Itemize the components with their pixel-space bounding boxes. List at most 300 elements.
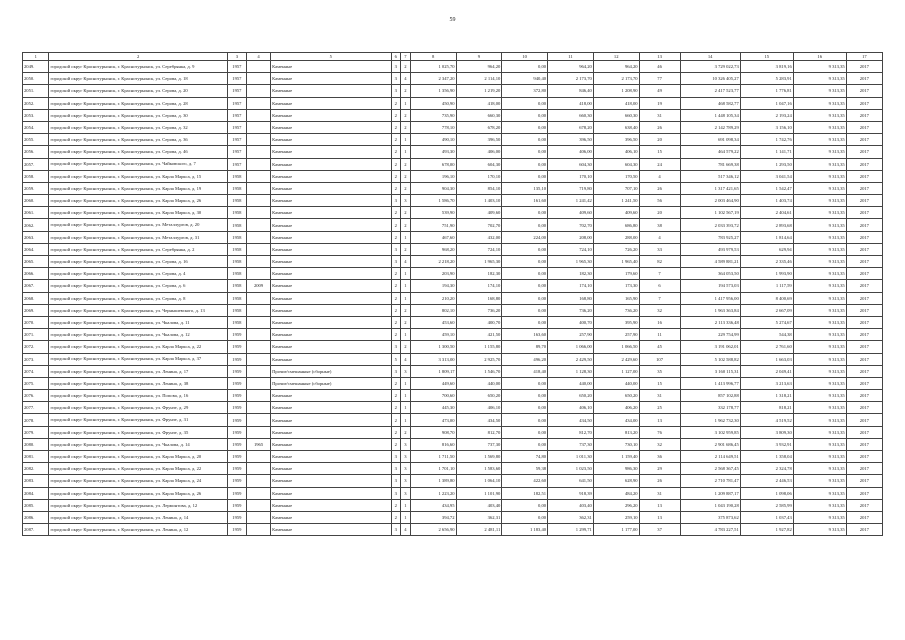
premises-area-cell: 854,10: [456, 182, 502, 194]
entrances-cell: 4: [401, 524, 411, 536]
max-cost-cell: 9 313,35: [793, 268, 846, 280]
entrances-cell: 2: [401, 158, 411, 170]
specific-cost-cell: 2 893,68: [740, 219, 793, 231]
municipal-area-cell: 161,60: [502, 195, 548, 207]
private-area-cell: 678,20: [548, 121, 594, 133]
table-row: [23, 365, 883, 377]
max-cost-cell: 9 313,35: [793, 195, 846, 207]
address-cell: городской округ Краснотурьинск, г. Краснотурьинск, ул. Металлургов, д. 20: [49, 219, 227, 231]
address-cell: городской округ Краснотурьинск, г. Краснотурьинск, ул. Чернышевского, д. 13: [49, 304, 227, 316]
address-cell: городской округ Краснотурьинск, г. Краснотурьинск, ул. Ленина, д. 38: [49, 377, 227, 389]
plan-year-cell: 2017: [846, 85, 882, 97]
premises-area-cell: 1 583,60: [456, 463, 502, 475]
private-area-cell: 660,30: [548, 109, 594, 121]
residents-cell: 29: [639, 463, 680, 475]
table-row: [23, 304, 883, 316]
plan-year-cell: 2017: [846, 280, 882, 292]
column-number-cell: 15: [740, 53, 793, 61]
repair-cost-cell: 493 979,53: [680, 243, 740, 255]
floors-cell: 2: [391, 426, 401, 438]
premises-area-cell: 1 965,30: [456, 256, 502, 268]
repair-cost-cell: 1 209 887,17: [680, 487, 740, 499]
row-number-cell: 2085.: [23, 499, 49, 511]
premises-area-cell: 440,00: [456, 377, 502, 389]
premises-area-cell: 2 481,11: [456, 524, 502, 536]
total-area-cell: 908,70: [410, 426, 456, 438]
housing-register-table: [22, 52, 883, 536]
premises-area-cell: 812,70: [456, 426, 502, 438]
residents-cell: 38: [639, 219, 680, 231]
municipal-area-cell: 0,00: [502, 61, 548, 73]
year-built-cell: 1958: [227, 268, 246, 280]
plan-year-cell: 2017: [846, 451, 882, 463]
address-cell: городской округ Краснотурьинск, г. Краснотурьинск, ул. Карла Маркса, д. 20: [49, 451, 227, 463]
year-renovation-cell: [247, 499, 271, 511]
entrances-cell: 4: [401, 256, 411, 268]
max-cost-cell: 9 313,35: [793, 134, 846, 146]
address-cell: городской округ Краснотурьинск, г. Краснотурьинск, ул. Серова, д. 32: [49, 121, 227, 133]
repair-cost-cell: 691 098,34: [680, 134, 740, 146]
table-row: [23, 438, 883, 450]
premises-area-cell: 1 219,20: [456, 85, 502, 97]
year-renovation-cell: [247, 511, 271, 523]
residents-cell: 46: [639, 61, 680, 73]
column-number-cell: 2: [49, 53, 227, 61]
entrances-cell: 3: [401, 451, 411, 463]
max-cost-cell: 9 313,35: [793, 487, 846, 499]
year-built-cell: 1958: [227, 243, 246, 255]
residents-cell: 19: [639, 97, 680, 109]
private-area-cell: 440,00: [548, 377, 594, 389]
table-row: [23, 341, 883, 353]
max-cost-cell: 9 313,35: [793, 499, 846, 511]
entrances-cell: 1: [401, 280, 411, 292]
residents-cell: 7: [639, 268, 680, 280]
year-renovation-cell: [247, 377, 271, 389]
column-number-cell: 8: [410, 53, 456, 61]
residential-area-cell: 1 177,00: [593, 524, 639, 536]
premises-area-cell: 1 155,80: [456, 341, 502, 353]
year-built-cell: 1958: [227, 256, 246, 268]
address-cell: городской округ Краснотурьинск, г. Краснотурьинск, ул. Фрунзе, д. 31: [49, 414, 227, 426]
residents-cell: 32: [639, 438, 680, 450]
repair-cost-cell: 1 963 363,84: [680, 304, 740, 316]
residential-area-cell: 736,20: [593, 304, 639, 316]
private-area-cell: 418,00: [548, 97, 594, 109]
table-row: [23, 414, 883, 426]
year-built-cell: 1959: [227, 414, 246, 426]
floors-cell: 2: [391, 109, 401, 121]
max-cost-cell: 9 313,35: [793, 414, 846, 426]
premises-area-cell: 1 064,10: [456, 475, 502, 487]
floors-cell: 3: [391, 463, 401, 475]
max-cost-cell: 9 313,35: [793, 219, 846, 231]
residents-cell: 13: [639, 511, 680, 523]
max-cost-cell: 9 313,35: [793, 243, 846, 255]
column-number-cell: 7: [401, 53, 411, 61]
municipal-area-cell: 0,00: [502, 511, 548, 523]
floors-cell: 2: [391, 499, 401, 511]
residents-cell: 13: [639, 499, 680, 511]
repair-cost-cell: 783 925,27: [680, 231, 740, 243]
max-cost-cell: 9 313,35: [793, 182, 846, 194]
total-area-cell: 490,10: [410, 134, 456, 146]
entrances-cell: 3: [401, 475, 411, 487]
residential-area-cell: 395,90: [593, 316, 639, 328]
premises-area-cell: 418,00: [456, 97, 502, 109]
repair-cost-cell: 229 754,99: [680, 329, 740, 341]
max-cost-cell: 9 313,35: [793, 463, 846, 475]
premises-area-cell: 702,70: [456, 219, 502, 231]
address-cell: городской округ Краснотурьинск, г. Краснотурьинск, ул. Чкалова, д. 14: [49, 438, 227, 450]
municipal-area-cell: 0,00: [502, 158, 548, 170]
residential-area-cell: 173,30: [593, 280, 639, 292]
municipal-area-cell: 372,80: [502, 85, 548, 97]
private-area-cell: 1 965,30: [548, 256, 594, 268]
residents-cell: 31: [639, 487, 680, 499]
plan-year-cell: 2017: [846, 524, 882, 536]
year-built-cell: 1957: [227, 121, 246, 133]
year-renovation-cell: [247, 231, 271, 243]
year-built-cell: 1959: [227, 511, 246, 523]
wall-material-cell: Каменные: [271, 463, 391, 475]
row-number-cell: 2062.: [23, 219, 49, 231]
address-cell: городской округ Краснотурьинск, г. Краснотурьинск, ул. Фрунзе, д. 29: [49, 402, 227, 414]
plan-year-cell: 2017: [846, 158, 882, 170]
wall-material-cell: Прочие/смешанные (сборные): [271, 377, 391, 389]
floors-cell: 2: [391, 182, 401, 194]
municipal-area-cell: 940,40: [502, 73, 548, 85]
total-area-cell: 3 313,00: [410, 353, 456, 365]
private-area-cell: 396,50: [548, 134, 594, 146]
floors-cell: 2: [391, 377, 401, 389]
residential-area-cell: 257,90: [593, 329, 639, 341]
year-built-cell: 1959: [227, 390, 246, 402]
private-area-cell: 257,90: [548, 329, 594, 341]
repair-cost-cell: 1 962 732,30: [680, 414, 740, 426]
total-area-cell: 1 701,10: [410, 463, 456, 475]
total-area-cell: 459,10: [410, 329, 456, 341]
specific-cost-cell: 3 932,91: [740, 438, 793, 450]
year-built-cell: 1959: [227, 402, 246, 414]
repair-cost-cell: 1 317 421,65: [680, 182, 740, 194]
floors-cell: 3: [391, 451, 401, 463]
column-number-cell: 4: [247, 53, 271, 61]
address-cell: городской округ Краснотурьинск, г. Краснотурьинск, ул. Попова, д. 16: [49, 390, 227, 402]
residential-area-cell: 396,50: [593, 134, 639, 146]
wall-material-cell: Каменные: [271, 121, 391, 133]
repair-cost-cell: 468 582,77: [680, 97, 740, 109]
municipal-area-cell: 0,00: [502, 390, 548, 402]
table-row: [23, 451, 883, 463]
year-built-cell: 1959: [227, 438, 246, 450]
year-built-cell: 1957: [227, 85, 246, 97]
row-number-cell: 2078.: [23, 414, 49, 426]
total-area-cell: 735,90: [410, 109, 456, 121]
table-row: [23, 219, 883, 231]
year-renovation-cell: [247, 451, 271, 463]
address-cell: городской округ Краснотурьинск, г. Краснотурьинск, ул. Лермонтова, д. 12: [49, 499, 227, 511]
specific-cost-cell: 1 141,71: [740, 146, 793, 158]
address-cell: городской округ Краснотурьинск, г. Краснотурьинск, ул. Серова, д. 6: [49, 280, 227, 292]
specific-cost-cell: 3 156,10: [740, 121, 793, 133]
entrances-cell: 1: [401, 292, 411, 304]
year-built-cell: 1959: [227, 426, 246, 438]
residential-area-cell: 1 159,40: [593, 451, 639, 463]
entrances-cell: 2: [401, 121, 411, 133]
year-built-cell: 1957: [227, 158, 246, 170]
repair-cost-cell: 2 568 367,45: [680, 463, 740, 475]
entrances-cell: 1: [401, 499, 411, 511]
year-renovation-cell: [247, 426, 271, 438]
residents-cell: 4: [639, 170, 680, 182]
repair-cost-cell: 2 710 781,47: [680, 475, 740, 487]
year-renovation-cell: [247, 329, 271, 341]
plan-year-cell: 2017: [846, 316, 882, 328]
specific-cost-cell: 1 814,64: [740, 231, 793, 243]
specific-cost-cell: 2 446,53: [740, 475, 793, 487]
row-number-cell: 2059.: [23, 182, 49, 194]
row-number-cell: 2063.: [23, 231, 49, 243]
floors-cell: 3: [391, 61, 401, 73]
row-number-cell: 2073.: [23, 353, 49, 365]
municipal-area-cell: 0,00: [502, 316, 548, 328]
column-number-cell: 17: [846, 53, 882, 61]
entrances-cell: 1: [401, 146, 411, 158]
specific-cost-cell: 629,94: [740, 243, 793, 255]
year-built-cell: 1959: [227, 524, 246, 536]
total-area-cell: 449,60: [410, 377, 456, 389]
year-built-cell: 1957: [227, 146, 246, 158]
table-row: [23, 109, 883, 121]
wall-material-cell: Каменные: [271, 134, 391, 146]
max-cost-cell: 9 313,35: [793, 121, 846, 133]
repair-cost-cell: 3 160 115,31: [680, 365, 740, 377]
premises-area-cell: 182,30: [456, 268, 502, 280]
repair-cost-cell: 3 191 062,01: [680, 341, 740, 353]
row-number-cell: 2074.: [23, 365, 49, 377]
plan-year-cell: 2017: [846, 329, 882, 341]
max-cost-cell: 9 313,35: [793, 61, 846, 73]
entrances-cell: 2: [401, 207, 411, 219]
year-renovation-cell: [247, 207, 271, 219]
row-number-cell: 2052.: [23, 97, 49, 109]
table-row: [23, 170, 883, 182]
municipal-area-cell: 0,00: [502, 268, 548, 280]
total-area-cell: 700,60: [410, 390, 456, 402]
repair-cost-cell: 4 783 227,51: [680, 524, 740, 536]
address-cell: городской округ Краснотурьинск, г. Краснотурьинск, ул. Карла Маркса, д. 30: [49, 207, 227, 219]
residents-cell: 26: [639, 475, 680, 487]
entrances-cell: 2: [401, 243, 411, 255]
year-renovation-cell: [247, 341, 271, 353]
address-cell: городской округ Краснотурьинск, г. Краснотурьинск, ул. Карла Маркса, д. 22: [49, 341, 227, 353]
total-area-cell: 1 809,17: [410, 365, 456, 377]
floors-cell: 2: [391, 219, 401, 231]
year-built-cell: 1958: [227, 280, 246, 292]
residential-area-cell: 259,10: [593, 511, 639, 523]
year-renovation-cell: [247, 487, 271, 499]
table-row: [23, 243, 883, 255]
wall-material-cell: Каменные: [271, 426, 391, 438]
municipal-area-cell: 74,80: [502, 451, 548, 463]
total-area-cell: 467,60: [410, 231, 456, 243]
specific-cost-cell: 2 404,61: [740, 207, 793, 219]
address-cell: городской округ Краснотурьинск, г. Краснотурьинск, ул. Серова, д. 28: [49, 97, 227, 109]
wall-material-cell: Каменные: [271, 207, 391, 219]
row-number-cell: 2086.: [23, 511, 49, 523]
wall-material-cell: Каменные: [271, 451, 391, 463]
row-number-cell: 2050.: [23, 73, 49, 85]
address-cell: городской округ Краснотурьинск, г. Краснотурьинск, ул. Серова, д. 8: [49, 292, 227, 304]
max-cost-cell: 9 313,35: [793, 475, 846, 487]
entrances-cell: 1: [401, 390, 411, 402]
table-row: [23, 195, 883, 207]
year-built-cell: 1958: [227, 170, 246, 182]
column-number-cell: 14: [680, 53, 740, 61]
plan-year-cell: 2017: [846, 195, 882, 207]
year-renovation-cell: [247, 304, 271, 316]
address-cell: городской округ Краснотурьинск, г. Краснотурьинск, ул. Серова, д. 36: [49, 134, 227, 146]
residential-area-cell: 628,90: [593, 475, 639, 487]
row-number-cell: 2083.: [23, 475, 49, 487]
year-renovation-cell: [247, 292, 271, 304]
specific-cost-cell: 1 117,59: [740, 280, 793, 292]
max-cost-cell: 9 313,35: [793, 231, 846, 243]
wall-material-cell: Каменные: [271, 158, 391, 170]
floors-cell: 2: [391, 97, 401, 109]
floors-cell: 3: [391, 73, 401, 85]
table-row: [23, 426, 883, 438]
wall-material-cell: Каменные: [271, 219, 391, 231]
wall-material-cell: Каменные: [271, 329, 391, 341]
total-area-cell: 968,20: [410, 243, 456, 255]
residents-cell: 15: [639, 377, 680, 389]
row-number-cell: 2069.: [23, 304, 49, 316]
max-cost-cell: 9 313,35: [793, 524, 846, 536]
table-row: [23, 121, 883, 133]
table-row: [23, 487, 883, 499]
residential-area-cell: 1 208,90: [593, 85, 639, 97]
private-area-cell: 719,80: [548, 182, 594, 194]
total-area-cell: 2 347,20: [410, 73, 456, 85]
row-number-cell: 2072.: [23, 341, 49, 353]
private-area-cell: 1 241,42: [548, 195, 594, 207]
year-built-cell: 1958: [227, 219, 246, 231]
total-area-cell: 816,60: [410, 438, 456, 450]
municipal-area-cell: 182,51: [502, 487, 548, 499]
column-number-cell: 13: [639, 53, 680, 61]
max-cost-cell: 9 313,35: [793, 292, 846, 304]
specific-cost-cell: 3 041,54: [740, 170, 793, 182]
private-area-cell: 2 173,70: [548, 73, 594, 85]
private-area-cell: 406,00: [548, 146, 594, 158]
max-cost-cell: 9 313,35: [793, 426, 846, 438]
residents-cell: 31: [639, 390, 680, 402]
entrances-cell: 3: [401, 463, 411, 475]
private-area-cell: 1 299,71: [548, 524, 594, 536]
entrances-cell: 4: [401, 353, 411, 365]
total-area-cell: 1 223,20: [410, 487, 456, 499]
entrances-cell: 2: [401, 61, 411, 73]
entrances-cell: 2: [401, 85, 411, 97]
municipal-area-cell: 0,00: [502, 97, 548, 109]
floors-cell: 2: [391, 146, 401, 158]
entrances-cell: 1: [401, 231, 411, 243]
year-renovation-cell: [247, 365, 271, 377]
residential-area-cell: 409,60: [593, 207, 639, 219]
residential-area-cell: 2 173,70: [593, 73, 639, 85]
municipal-area-cell: 135,10: [502, 182, 548, 194]
year-renovation-cell: [247, 475, 271, 487]
private-area-cell: 170,10: [548, 170, 594, 182]
max-cost-cell: 9 313,35: [793, 146, 846, 158]
year-built-cell: 1959: [227, 475, 246, 487]
table-row: [23, 207, 883, 219]
max-cost-cell: 9 313,35: [793, 329, 846, 341]
year-built-cell: 1957: [227, 134, 246, 146]
year-built-cell: 1959: [227, 341, 246, 353]
residents-cell: 35: [639, 365, 680, 377]
wall-material-cell: Каменные: [271, 256, 391, 268]
wall-material-cell: Каменные: [271, 402, 391, 414]
specific-cost-cell: 1 742,76: [740, 134, 793, 146]
wall-material-cell: Каменные: [271, 182, 391, 194]
max-cost-cell: 9 313,35: [793, 109, 846, 121]
repair-cost-cell: 5 102 588,82: [680, 353, 740, 365]
premises-area-cell: 400,70: [456, 316, 502, 328]
table-row: [23, 499, 883, 511]
premises-area-cell: 724,10: [456, 243, 502, 255]
table-row: [23, 97, 883, 109]
entrances-cell: 2: [401, 426, 411, 438]
floors-cell: 3: [391, 365, 401, 377]
specific-cost-cell: 4 519,52: [740, 414, 793, 426]
residential-area-cell: 484,20: [593, 487, 639, 499]
year-renovation-cell: [247, 195, 271, 207]
year-renovation-cell: [247, 414, 271, 426]
floors-cell: 2: [391, 292, 401, 304]
municipal-area-cell: 0,00: [502, 304, 548, 316]
year-renovation-cell: [247, 182, 271, 194]
year-built-cell: 1958: [227, 182, 246, 194]
private-area-cell: 406,10: [548, 402, 594, 414]
residents-cell: 6: [639, 280, 680, 292]
total-area-cell: 539,90: [410, 207, 456, 219]
year-renovation-cell: [247, 463, 271, 475]
premises-area-cell: 1 403,10: [456, 195, 502, 207]
wall-material-cell: Каменные: [271, 97, 391, 109]
floors-cell: 2: [391, 414, 401, 426]
total-area-cell: 203,90: [410, 268, 456, 280]
max-cost-cell: 9 313,35: [793, 170, 846, 182]
year-built-cell: 1959: [227, 353, 246, 365]
wall-material-cell: Каменные: [271, 390, 391, 402]
municipal-area-cell: 0,00: [502, 426, 548, 438]
wall-material-cell: Прочие/смешанные (сборные): [271, 365, 391, 377]
repair-cost-cell: 2 417 523,77: [680, 85, 740, 97]
entrances-cell: 3: [401, 487, 411, 499]
plan-year-cell: 2017: [846, 182, 882, 194]
plan-year-cell: 2017: [846, 377, 882, 389]
row-number-cell: 2060.: [23, 195, 49, 207]
plan-year-cell: 2017: [846, 121, 882, 133]
year-renovation-cell: 2009: [247, 280, 271, 292]
private-area-cell: 702,70: [548, 219, 594, 231]
residential-area-cell: 288,00: [593, 231, 639, 243]
address-cell: городской округ Краснотурьинск, г. Краснотурьинск, ул. Карла Маркса, д. 24: [49, 475, 227, 487]
residential-area-cell: 707,10: [593, 182, 639, 194]
